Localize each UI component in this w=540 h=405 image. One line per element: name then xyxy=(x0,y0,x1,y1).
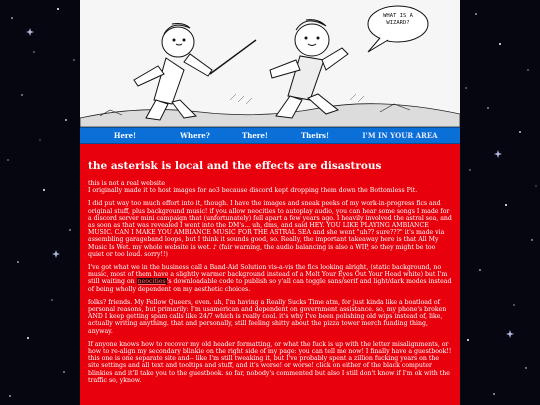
nav-link-where[interactable]: Where? xyxy=(180,131,210,140)
intro-line-1: this is not a real website xyxy=(88,180,166,187)
music-paragraph: I did put way too much effort into it, though. I have the images and sneak peeks of my work-in-progress fics and original stuff, plus background music! if you allow neocities to autoplay audio, you can hear some songs I made for a discord server mini campaign that (unfortunately) fell apart a few years ago. I heavily involved the astral sea, and as soon as that was revealed I went into the DM's... uh, dms, and said HEY. YOU LIKE PLAYING AMBIANCE MUSIC. CAN I MAKE YOU AMBIANCE MUSIC FOR THE ASTRAL SEA and she went "uh?? sure???" it's made via assembling garageband loops, but I think it sounds good, so. Really, the important takeaway here is that All My Music Is Wet. my whole website is wet. ♪ (fair warning, the audio balancing is also a WIP, so they might be too quiet or too loud. sorry!!) xyxy=(88,200,452,258)
main-nav xyxy=(80,127,460,144)
band-aid-text-before: I've got what we in the business call a Band-Aid Solution vis-a-vis the fics looking alright, (static background, no music, most of them have a slightly warmer background instead of a Melt Your Eyes Out Your Head white) but I'm still waiting on xyxy=(88,264,448,286)
nav-link-here[interactable]: Here! xyxy=(113,131,137,140)
intro-paragraph xyxy=(88,180,452,194)
speech-bubble-text: WHAT IS A WIZARD? xyxy=(383,13,413,26)
site-page xyxy=(80,0,460,405)
nav-link-theirs[interactable]: Theirs! xyxy=(300,131,330,140)
nav-link-there[interactable]: There! xyxy=(242,131,268,140)
neocities-link[interactable]: neocities xyxy=(137,278,166,286)
guestbook-paragraph: If anyone knows how to recover my old header formatting, or what the fuck is up with the letter misalignments, or how to re-align my secondary blinkie on the right side of my page: you can tell me now! I finally have a guestbook!! this one is one separate site and-- like I'm still tweaking it, but I've probably spent a zillion fucking years on the site settings and all text and tooltips and stuff, and it's worse! or worse! click on either of the black computer blinkies and it'll take you to the guestbook. so far, nobody's commented but also I still don't know if I'm ok with the traffic so, yknow. xyxy=(88,340,452,384)
band-aid-text-after: 's downloadable code to publish so y'all can toggle sans/serif and light/dark modes instead of being wholly dependent on my aesthetic choices. xyxy=(88,278,452,293)
band-aid-paragraph xyxy=(88,264,452,293)
intro-line-2: I originally made it to host images for ao3 because discord kept dropping them down the Bottomless Pit. xyxy=(88,187,418,195)
page-title: the asterisk is local and the effects are disastrous xyxy=(88,160,382,172)
personal-update-paragraph: folks? friends. My Fellow Queers, even. uh, I'm having a Really Sucks Time atm, for just kinda like a boatload of personal reasons, but primarily: I'm usamerican and dependent on government assistance. so, my phone's broken AND I keep getting spam calls like 24/7 which is really cool. it's why I've been polishing old wips instead of, like, actually writing anything. that and personally, still feeling shitty about the pizza tower merch funding thing, anyway. xyxy=(88,298,447,335)
main-content xyxy=(80,144,460,405)
nav-link-in-your-area[interactable]: I'M IN YOUR AREA xyxy=(362,131,438,140)
header-banner-illustration xyxy=(80,0,460,127)
